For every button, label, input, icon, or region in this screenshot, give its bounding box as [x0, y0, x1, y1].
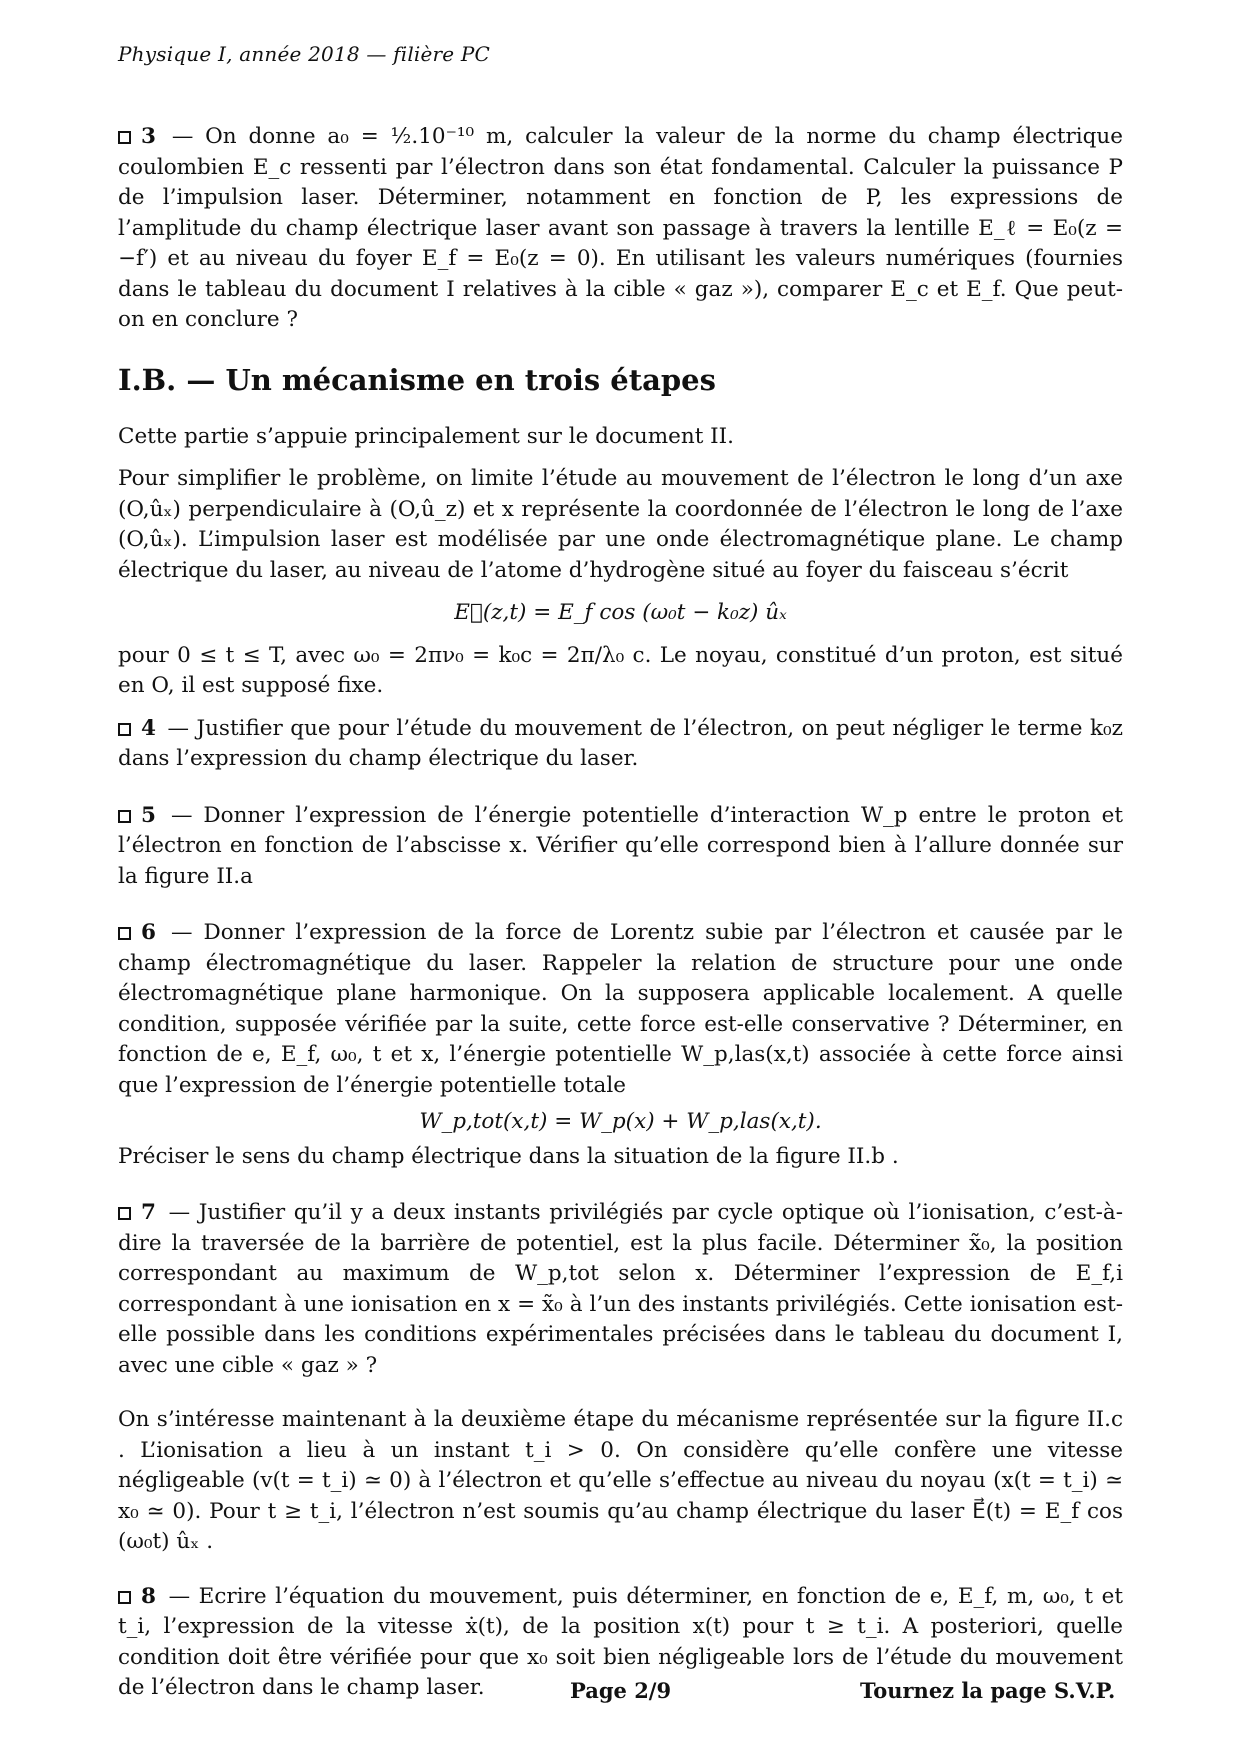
checkbox-icon: [118, 810, 131, 823]
checkbox-icon: [118, 927, 131, 940]
question-number: 5: [141, 802, 156, 828]
question-text: — Justifier qu’il y a deux instants privilégiés par cycle optique où l’ionisation, c’est-à-dire la traversée de la barrière de potentiel, est la plus facile. Déterminer x̃₀, la position correspondant au maximum de W_p,tot selon x. Déterminer l’expression de E_f,i correspondant à une ionisation en x = x̃₀ à l’un des instants privilégiés. Cette ionisation est-elle possible dans les conditions expérimentales précisées dans le tableau du document I, avec une cible « gaz » ?: [118, 1200, 1123, 1378]
question-7: [118, 1198, 1123, 1381]
checkbox-icon: [118, 1591, 131, 1604]
checkbox-icon: [118, 131, 131, 144]
question-6: [118, 918, 1123, 1101]
question-5: [118, 801, 1123, 893]
intro-paragraph-3: pour 0 ≤ t ≤ T, avec ω₀ = 2πν₀ = k₀c = 2π/λ₀ c. Le noyau, constitué d’un proton, est situé en O, il est supposé fixe.: [118, 642, 1123, 698]
question-number: 4: [141, 715, 156, 741]
intro-paragraph-1: Cette partie s’appuie principalement sur le document II.: [118, 423, 735, 449]
question-4: [118, 714, 1123, 775]
question-number: 6: [141, 920, 156, 945]
page-content: [118, 122, 1123, 1704]
turn-page-note: Tournez la page S.V.P.: [860, 1678, 1116, 1703]
question-number: 7: [141, 1200, 156, 1225]
equation-electric-field: E⃗(z,t) = E_f cos (ω₀t − k₀z) ûₓ: [454, 600, 787, 625]
question-text: — Ecrire l’équation du mouvement, puis déterminer, en fonction de e, E_f, m, ω₀, t et t_i, l’expression de la vitesse ẋ(t), de la position x(t) pour t ≥ t_i. A posteriori, quelle condition doit être vérifiée pour que x₀ soit bien négligeable lors de l’étude du mouvement de l’électron dans le champ laser.: [118, 1583, 1123, 1700]
question-6-followup: Préciser le sens du champ électrique dans la situation de la figure II.b .: [118, 1143, 899, 1169]
question-text: — On donne a₀ = ½.10⁻¹⁰ m, calculer la valeur de la norme du champ électrique coulombien E_c ressenti par l’électron dans son état fondamental. Calculer la puissance P de l’impulsion laser. Déterminer, notamment en fonction de P, les expressions de l’amplitude du champ électrique laser avant son passage à travers la lentille E_ℓ = E₀(z = −f′) et au niveau du foyer E_f = E₀(z = 0). En utilisant les valeurs numériques (fournies dans le tableau du document I relatives à la cible « gaz »), comparer E_c et E_f. Que peut-on en conclure ?: [118, 124, 1123, 332]
equation-total-potential: W_p,tot(x,t) = W_p(x) + W_p,las(x,t).: [419, 1109, 822, 1134]
question-number: 8: [141, 1583, 156, 1609]
ionisation-paragraph: On s’intéresse maintenant à la deuxième étape du mécanisme représentée sur la figure II.c . L’ionisation a lieu à un instant t_i > 0. On considère qu’elle confère une vitesse négligeable (v(t = t_i) ≃ 0) à l’électron et qu’elle s’effectue au niveau du noyau (x(t = t_i) ≃ x₀ ≃ 0). Pour t ≥ t_i, l’électron n’est soumis qu’au champ électrique du laser E⃗(t) = E_f cos (ω₀t) ûₓ .: [118, 1407, 1123, 1554]
intro-paragraph-2: Pour simplifier le problème, on limite l’étude au mouvement de l’électron le long d’un axe (O,ûₓ) perpendiculaire à (O,û_z) et x représente la coordonnée de l’électron le long de l’axe (O,ûₓ). L’impulsion laser est modélisée par une onde électromagnétique plane. Le champ électrique du laser, au niveau de l’atome d’hydrogène situé au foyer du faisceau s’écrit: [118, 466, 1123, 583]
page-number: Page 2/9: [570, 1678, 672, 1703]
question-text: — Justifier que pour l’étude du mouvement de l’électron, on peut négliger le terme k₀z dans l’expression du champ électrique du laser.: [118, 715, 1123, 771]
checkbox-icon: [118, 1207, 131, 1220]
question-number: 3: [141, 124, 156, 149]
question-3: [118, 122, 1123, 336]
question-text: — Donner l’expression de la force de Lorentz subie par l’électron et causée par le champ électromagnétique du laser. Rappeler la relation de structure pour une onde électromagnétique plane harmonique. On la supposera applicable localement. A quelle condition, supposée vérifiée par la suite, cette force est-elle conservative ? Déterminer, en fonction de e, E_f, ω₀, t et x, l’énergie potentielle W_p,las(x,t) associée à cette force ainsi que l’expression de l’énergie potentielle totale: [118, 920, 1123, 1098]
checkbox-icon: [118, 723, 131, 736]
page-header: Physique I, année 2018 — filière PC: [118, 42, 491, 66]
question-text: — Donner l’expression de l’énergie potentielle d’interaction W_p entre le proton et l’électron en fonction de l’abscisse x. Vérifier qu’elle correspond bien à l’allure donnée sur la figure II.a: [118, 802, 1123, 889]
section-title: I.B. — Un mécanisme en trois étapes: [118, 362, 716, 397]
